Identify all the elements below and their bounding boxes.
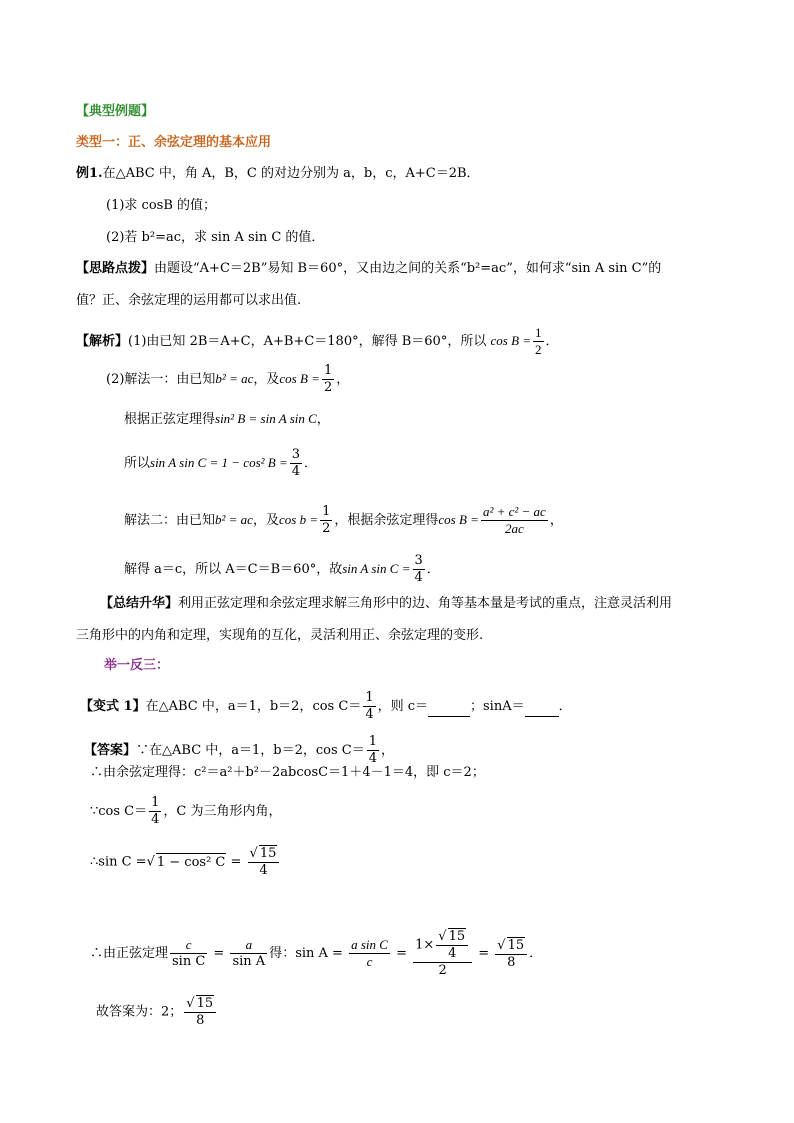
m1-eq: b² = ac — [215, 371, 254, 386]
fraction-quarter: $\frac{1}{4}$ — [365, 690, 374, 722]
m1-l2-pre: 根据正弦定理得 — [124, 412, 216, 427]
fraction-quarter: $\frac{1}{4}$ — [151, 795, 160, 827]
solution-line-1 — [76, 325, 559, 358]
fraction-a-over-sinA: $\frac{a}{\text{sin A}}$ — [232, 937, 266, 969]
punct: ， — [381, 743, 395, 758]
m2-cos: cos b = — [278, 512, 319, 527]
answer-line-5: ∴由正弦定理 $\frac{c}{\text{sin C}}$ = $\frac{a}{\text{sin A}}$ 得：sin A = $\frac{\text{a sin C}}{c}$ = 1× $\frac{√ 15}{4}$ 2 = $\frac{√ 15}{8}$ ． — [90, 929, 543, 978]
m2-mid: ，及 — [252, 513, 279, 528]
fraction-half: $\frac{1}{2}$ — [535, 325, 542, 357]
summary-line-1 — [100, 595, 672, 613]
punct: ， — [336, 372, 350, 387]
variant-pre: 在△ABC 中，a＝1，b＝2，cos C＝ — [145, 699, 362, 714]
fraction-three-quarters: $\frac{3}{4}$ — [414, 553, 423, 585]
method-1-line-2 — [124, 410, 330, 429]
example-label: 例1. — [76, 166, 103, 181]
method-1-line-3 — [124, 447, 317, 480]
answer-l3-pre: ∵cos C＝ — [90, 804, 148, 819]
summary-label: 【总结升华】 — [100, 596, 179, 611]
punct: ． — [529, 946, 543, 961]
fraction-cosine-law: $\frac{\text{a² + c² − ac}}{2ac}$ — [482, 504, 546, 536]
variant-mid2: ；sinA＝ — [470, 699, 525, 714]
punct: ． — [545, 334, 559, 349]
punct: ． — [558, 699, 572, 714]
sqrt-expr: 1 − cos² C — [156, 854, 226, 870]
hint-line-1 — [76, 260, 661, 278]
question-2: (2)若 b²=ac，求 sin A sin C 的值． — [106, 230, 325, 245]
answer-line-1 — [84, 734, 394, 767]
m2-l2-pre: 解得 a＝c，所以 A＝C＝B＝60°，故 — [124, 562, 343, 577]
variant-1 — [80, 690, 572, 723]
variant-mid: ，则 c＝ — [377, 699, 429, 714]
punct: ， — [549, 513, 563, 528]
fraction-asinC-over-c: $\frac{\text{a sin C}}{c}$ — [351, 937, 388, 969]
type-heading: 类型一：正、余弦定理的基本应用 — [76, 135, 272, 150]
fraction-sqrt15-over-4: $\frac{√ 15}{4}$ — [248, 845, 280, 879]
answer-pre: ∵在△ABC 中，a＝1，b＝2，cos C＝ — [136, 743, 365, 758]
practice-heading: 举一反三： — [104, 658, 170, 673]
summary-line-2: 三角形中的内角和定理，实现角的互化，灵活利用正、余弦定理的变形. — [76, 628, 484, 643]
answer-l5-pre: ∴由正弦定理 — [90, 946, 169, 961]
answer-line-4: ∴sin C =√ 1 − cos² C = $\frac{√ 15}{4}$ — [90, 845, 281, 879]
summary-text-1: 利用正弦定理和余弦定理求解三角形中的边、角等基本量是考试的重点，注意灵活利用 — [178, 596, 673, 611]
punct: ． — [304, 456, 318, 471]
m1-mid: ，及 — [253, 372, 280, 387]
final-answer — [96, 995, 218, 1029]
punct: ， — [316, 412, 330, 427]
fraction-three-quarters: $\frac{3}{4}$ — [291, 447, 301, 479]
cosB-expr: cos B = — [490, 333, 532, 348]
variant-label: 【变式 1】 — [80, 699, 146, 714]
fraction-sqrt15-over-8: $\frac{√ 15}{8}$ — [184, 995, 216, 1029]
m1-l3-expr: sin A sin C = 1 − cos² B = — [150, 455, 288, 470]
m1-l2-expr: sin² B = sin A sin C — [215, 411, 317, 426]
m1-cos: cos B = — [279, 371, 320, 386]
method-1-line-1 — [106, 363, 349, 396]
question-1: (1)求 cosB 的值； — [106, 198, 217, 213]
hint-label: 【思路点拨】 — [76, 261, 155, 276]
m2-pre: 解法二：由已知 — [124, 513, 216, 528]
m1-pre: (2)解法一：由已知 — [106, 372, 216, 387]
m1-l3-pre: 所以 — [124, 456, 151, 471]
answer-l4-pre: ∴sin C = — [90, 854, 147, 870]
fraction-compound: 1× $\frac{√ 15}{4}$ 2 — [413, 928, 472, 979]
punct: ． — [426, 562, 440, 577]
fraction-quarter: $\frac{1}{4}$ — [368, 734, 378, 766]
m2-mid2: ，根据余弦定理得 — [334, 513, 439, 528]
m2-l2-expr: sin A sin C = — [342, 561, 411, 576]
fraction-c-over-sinC: $\frac{c}{\text{sin C}}$ — [172, 937, 206, 969]
hint-text-1: 由题设“A+C＝2B”易知 B＝60°，又由边之间的关系“b²=ac”，如何求“sin A sin C”的 — [154, 261, 662, 276]
m2-cosB: cos B = — [438, 512, 479, 527]
final-pre: 故答案为：2； — [96, 1004, 183, 1020]
answer-blank-c[interactable] — [428, 698, 470, 717]
answer-label: 【答案】 — [84, 743, 137, 758]
answer-line-2: ∴由余弦定理得：c²＝a²＋b²－2abcosC＝1＋4－1＝4，即 c＝2； — [90, 765, 485, 780]
fraction-sqrt15-over-8: $\frac{√ 15}{8}$ — [495, 937, 527, 971]
answer-line-3 — [90, 795, 282, 828]
fraction-half: $\frac{1}{2}$ — [322, 504, 331, 536]
method-2-line-1 — [124, 504, 563, 537]
example-1 — [76, 165, 480, 183]
section-heading: 【典型例题】 — [76, 104, 155, 119]
hint-line-2: 值？正、余弦定理的运用都可以求出值. — [76, 293, 302, 308]
m2-eq: b² = ac — [215, 512, 253, 527]
answer-blank-sinA[interactable] — [525, 698, 559, 717]
method-2-line-2 — [124, 553, 440, 586]
example-text: 在△ABC 中，角 A，B，C 的对边分别为 a，b，c，A+C＝2B． — [102, 166, 480, 181]
answer-l5-got: 得：sin A = — [269, 946, 343, 961]
solution-label: 【解析】 — [76, 334, 129, 349]
answer-l3-end: ，C 为三角形内角， — [163, 804, 282, 819]
fraction-half: $\frac{1}{2}$ — [323, 363, 333, 395]
solution-text-1: (1)由已知 2B＝A+C，A+B+C＝180°，解得 B＝60°，所以 — [128, 334, 487, 349]
